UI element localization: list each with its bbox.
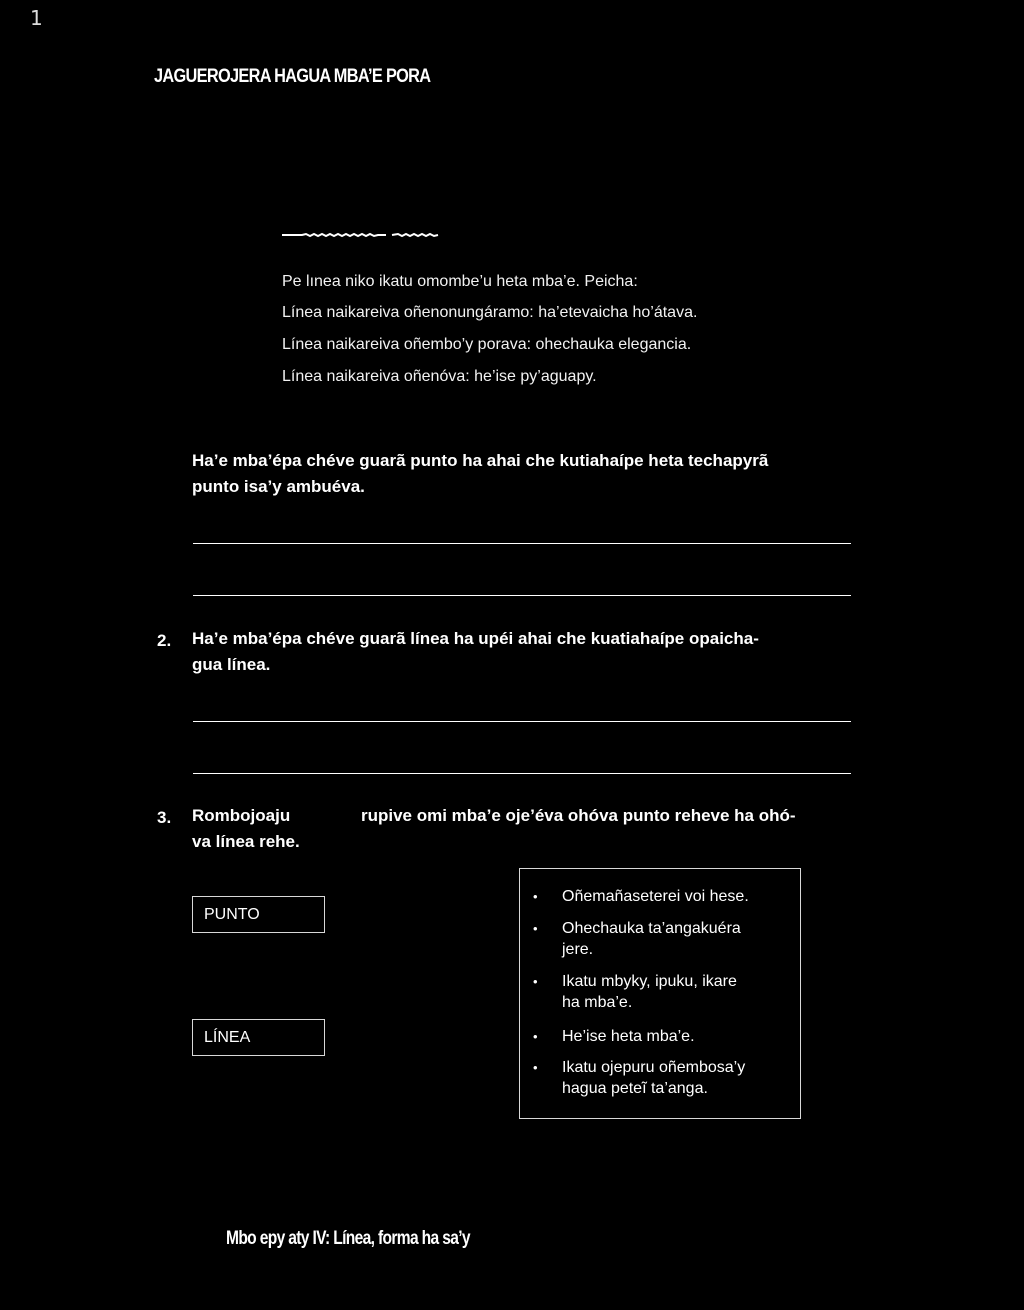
description-item — [562, 1026, 695, 1047]
page-header-title: JAGUEROJERA HAGUA MBA’E PORA — [154, 66, 431, 87]
description-line: Ikatu ojepuru oñembosa’y — [562, 1059, 746, 1076]
description-line: hagua peteĩ ta’anga. — [562, 1080, 708, 1097]
question-3-number: 3. — [157, 808, 172, 827]
descriptions-box — [519, 868, 801, 1119]
question-2-line: Ha’e mba’épa chéve guarã línea ha upéi ahai che kuatiahaípe opaicha- — [192, 629, 759, 648]
term-box-punto[interactable]: PUNTO — [192, 896, 325, 933]
description-item — [562, 971, 737, 1013]
answer-line[interactable] — [193, 595, 851, 596]
description-line: jere. — [562, 941, 594, 958]
question-2-line: gua línea. — [192, 655, 271, 674]
question-2-number: 2. — [157, 631, 172, 650]
bullet-icon: • — [533, 1060, 538, 1075]
question-2-text — [192, 626, 759, 678]
question-3-continuation: rupive omi mba’e oje’éva ohóva punto reheve ha ohó- — [361, 806, 796, 825]
question-3-start: Rombojoaju — [192, 806, 291, 825]
description-line: He’ise heta mba’e. — [562, 1028, 695, 1045]
bullet-icon: • — [533, 921, 538, 936]
page-number: 1 — [30, 6, 43, 30]
question-1-text — [192, 448, 768, 500]
description-line: Ohechauka ta’angakuéra — [562, 920, 741, 937]
answer-line[interactable] — [193, 721, 851, 722]
question-3-line-2: va línea rehe. — [192, 832, 300, 851]
description-line: ha mba’e. — [562, 994, 633, 1011]
question-1-line: Ha’e mba’épa chéve guarã punto ha ahai che kutiahaípe heta techapyrã — [192, 451, 769, 470]
intro-line: Línea naikareiva oñenonungáramo: ha’etevaicha ho’átava. — [282, 304, 698, 321]
description-line: Oñemañaseterei voi hese. — [562, 888, 749, 905]
bullet-icon: • — [533, 1029, 538, 1044]
answer-line[interactable] — [193, 773, 851, 774]
term-box-linea[interactable]: LÍNEA — [192, 1019, 325, 1056]
intro-line: Pe lınea niko ikatu omombe’u heta mba’e. Peicha: — [282, 273, 638, 290]
question-1-line: punto isa’y ambuéva. — [192, 477, 365, 496]
page-footer: Mbo epy aty IV: Línea, forma ha sa’y — [226, 1228, 470, 1249]
description-item — [562, 886, 749, 907]
scribbled-heading — [282, 231, 442, 239]
description-item — [562, 1057, 745, 1099]
intro-line: Línea naikareiva oñembo’y porava: ohechauka elegancia. — [282, 336, 692, 353]
intro-line: Línea naikareiva oñenóva: he’ise py’aguapy. — [282, 368, 597, 385]
description-item — [562, 918, 741, 960]
bullet-icon: • — [533, 889, 538, 904]
answer-line[interactable] — [193, 543, 851, 544]
bullet-icon: • — [533, 974, 538, 989]
description-line: Ikatu mbyky, ipuku, ikare — [562, 973, 737, 990]
